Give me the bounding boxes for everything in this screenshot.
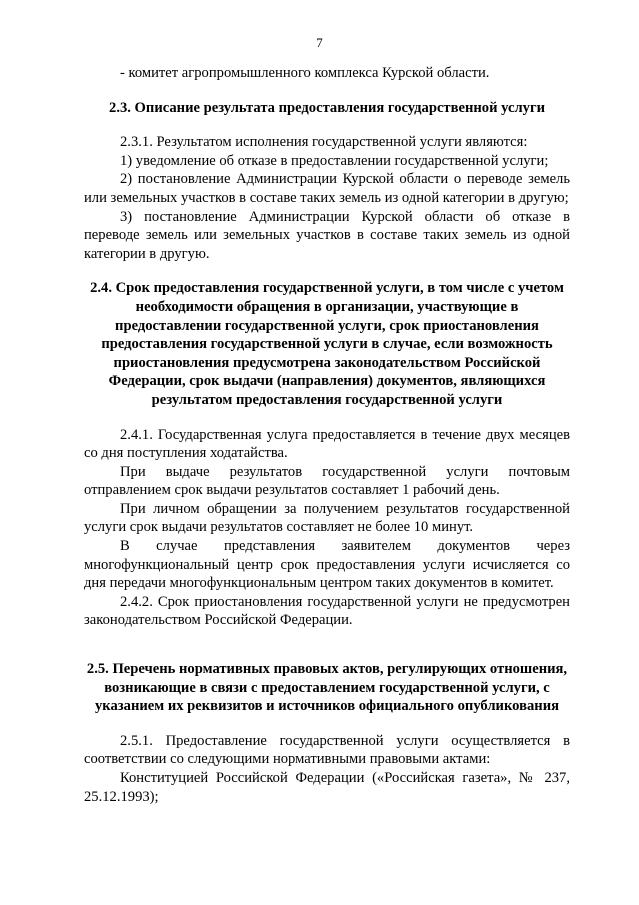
- page-number: 7: [316, 35, 323, 50]
- paragraph: 2.4.2. Срок приостановления государственной услуги не предусмотрен законодательством Российской Федерации.: [84, 593, 570, 629]
- paragraph: При личном обращении за получением результатов государственной услуги срок выдачи результатов составляет не более 10 минут.: [84, 500, 570, 536]
- spacer: [84, 83, 570, 99]
- paragraph: 2.5.1. Предоставление государственной услуги осуществляется в соответствии со следующими нормативными правовыми актами:: [84, 732, 570, 768]
- section-heading: 2.4. Срок предоставления государственной услуги, в том числе с учетом необходимости обращения в организации, участвующие в предоставлении государственной услуги, срок приостановления предоставления государственной услуги в случае, если возможность приостановления предусмотрена законодательством Российской Федерации, срок выдачи (направления) документов, являющихся результатом предоставления государственной услуги: [90, 280, 564, 408]
- spacer: [84, 410, 570, 426]
- paragraph: - комитет агропромышленного комплекса Курской области.: [120, 65, 490, 81]
- paragraph: При выдаче результатов государственной услуги почтовым отправлением срок выдачи результатов составляет 1 рабочий день.: [84, 463, 570, 499]
- spacer: [84, 716, 570, 732]
- spacer: [84, 630, 570, 660]
- paragraph: В случае представления заявителем документов через многофункциональный центр срок предоставления услуги исчисляется со дня передачи многофункциональным центром таких документов в комитет.: [84, 538, 570, 592]
- paragraph: 3) постановление Администрации Курской области об отказе в переводе земель или земельных участков в составе таких земель из одной категории в другую.: [84, 208, 570, 262]
- spacer: [84, 263, 570, 279]
- document-body: [84, 64, 570, 806]
- section-heading: 2.3. Описание результата предоставления государственной услуги: [109, 99, 545, 116]
- spacer: [84, 117, 570, 133]
- paragraph: 2.4.1. Государственная услуга предоставляется в течение двух месяцев со дня поступления ходатайства.: [84, 426, 570, 462]
- section-heading: 2.5. Перечень нормативных правовых актов, регулирующих отношения, возникающие в связи с предоставлением государственной услуги, с указанием их реквизитов и источников официального опубликования: [86, 661, 568, 715]
- paragraph: 2.3.1. Результатом исполнения государственной услуги являются:: [120, 134, 528, 151]
- paragraph: 1) уведомление об отказе в предоставлении государственной услуги;: [120, 152, 549, 169]
- paragraph: 2) постановление Администрации Курской области о переводе земель или земельных участков в составе таких земель из одной категории в другую;: [84, 171, 570, 206]
- paragraph: Конституцией Российской Федерации («Российская газета», № 237, 25.12.1993);: [84, 770, 570, 805]
